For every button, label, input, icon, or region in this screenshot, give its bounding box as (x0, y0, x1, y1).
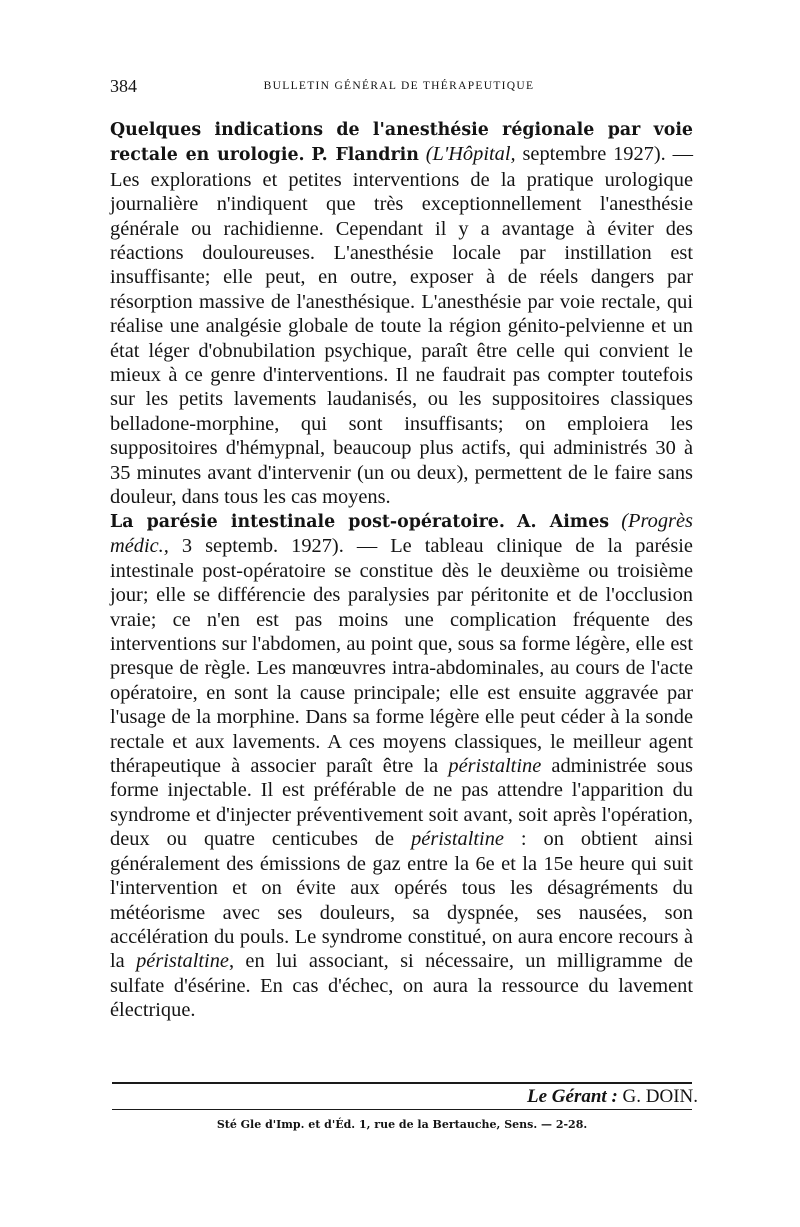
article-source: (L'Hôpital, (425, 143, 516, 166)
drug-name: péristaltine (448, 755, 542, 778)
article-body: , en lui associant, si nécessaire, un milligramme de sulfate d'ésérine. En cas d'échec, on aura la ressource du lavement électrique. (110, 950, 693, 1022)
article-anesthesie (110, 117, 693, 510)
article-paragraph (110, 117, 693, 510)
footer-rule-top (112, 1082, 692, 1084)
article-source-date: septembre 1927). (515, 143, 666, 166)
article-title: La parésie intestinale post-opératoire. (110, 512, 505, 532)
article-body: — Les explorations et petites interventions de la pratique urologique journalière n'indiquent que très exceptionnellement l'anesthésie générale ou rachidienne. Cependant il y a avantage à éviter des réactions douloureuses. L'anesthésie locale par instillation est insuffisante; elle peut, en outre, exposer à de réels dangers par résorption massive de l'anesthésique. L'anesthésie par voie rectale, qui réalise une analgésie globale de toute la région génito-pelvienne et un état léger d'obnubilation psychique, paraît être celle qui convient le mieux à ce genre d'interventions. Il ne faudrait pas compter toutefois sur les petits lavements laudanisés, ou les suppositoires classiques belladone-morphine, qui sont insuffisants; on emploiera les suppositoires d'hémypnal, beaucoup plus actifs, qui administrés 30 à 35 minutes avant d'intervenir (un ou deux), permettent de le faire sans douleur, dans tous les cas moyens. (110, 143, 693, 509)
article-paresie (110, 509, 693, 1023)
page-number: 384 (110, 76, 137, 96)
page-header (110, 76, 688, 102)
gerant-label: Le Gérant : (527, 1086, 618, 1107)
article-source: (Progrès médic., (110, 510, 693, 558)
printer-imprint: Sté Gle d'Imp. et d'Éd. 1, rue de la Bertauche, Sens. — 2-28. (216, 1118, 588, 1131)
running-title: BULLETIN GÉNÉRAL DE THÉRAPEUTIQUE (263, 80, 535, 92)
article-body: — Le tableau clinique de la parésie intestinale post-opératoire se constitue dès le deuxième ou troisième jour; elle se différencie des paralysies par péritonite et de l'occlusion vraie; ce n'en est pas moins une complication fréquente des interventions sur l'abdomen, au point que, sous sa forme légère, elle est presque de règle. Les manœuvres intra-abdominales, au cours de l'acte opératoire, en sont la cause principale; elle est ensuite aggravée par l'usage de la morphine. Dans sa forme légère elle peut céder à la sonde rectale et aux lavements. A ces moyens classiques, le meilleur agent thérapeutique à associer paraît être la (110, 535, 693, 778)
drug-name: péristaltine (136, 950, 229, 973)
article-body: administrée sous forme injectable. Il est préférable de ne pas attendre l'apparition du syndrome et d'injecter préventivement soit avant, soit après l'opération, deux ou quatre centicubes de (110, 755, 693, 851)
gerant-name: G. DOIN. (617, 1086, 698, 1107)
article-body: : on obtient ainsi généralement des émissions de gaz entre la 6e et la 15e heure qui suit l'intervention et on évite aux opérés tous les désagréments du météorisme avec ses douleurs, sa dyspnée, ses nausées, son accélération du pouls. Le syndrome constitué, on aura encore recours à la (110, 828, 694, 973)
footer-rule-bottom (112, 1109, 692, 1110)
article-paragraph (110, 509, 693, 1023)
article-author: P. Flandrin (311, 145, 419, 166)
article-author: A. Aimes (517, 512, 610, 532)
article-title: Quelques indications de l'anesthésie régionale par voie rectale en urologie. (110, 120, 693, 166)
drug-name: péristaltine (411, 828, 504, 851)
gerant-signature (527, 1086, 698, 1108)
article-source-date: 3 septemb. 1927). (168, 535, 344, 558)
